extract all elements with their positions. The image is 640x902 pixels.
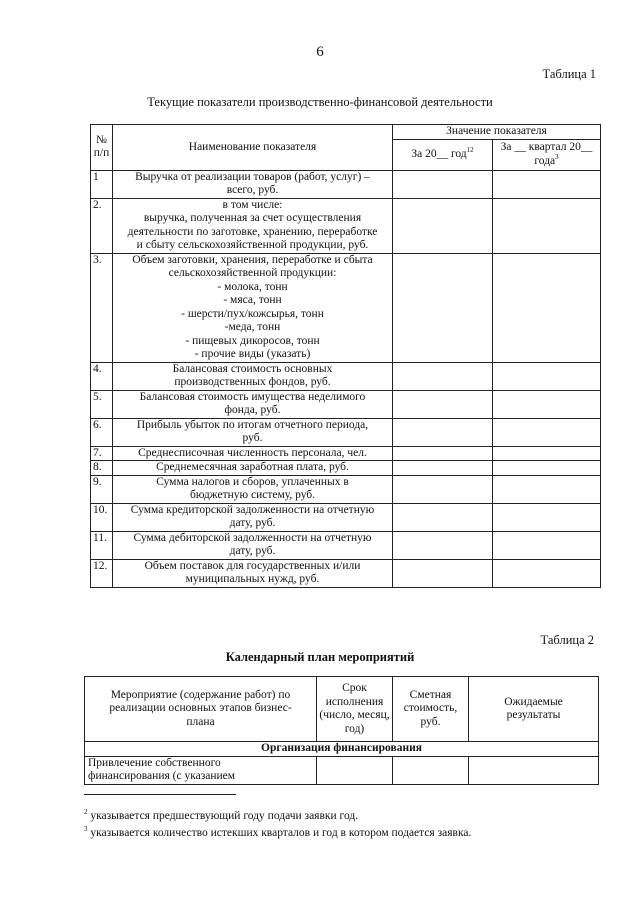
header-expected-results — [469, 677, 599, 742]
results-cell — [469, 756, 599, 784]
indicator-line: Среднемесячная заработная плата, руб. — [156, 461, 349, 473]
table-1-title: Текущие показатели производственно-финансовой деятельности — [147, 95, 493, 109]
value-quarter-cell[interactable] — [493, 475, 601, 503]
header-quarter-line: года$^3$ — [534, 152, 559, 167]
deadline-cell — [317, 756, 393, 784]
indicator-line: Прибыль убыток по итогам отчетного периода, — [136, 418, 369, 431]
indicator-name — [113, 418, 393, 446]
header-line: плана — [186, 715, 215, 728]
footnote-mark: 2 — [84, 808, 88, 817]
footnote-text: указывается предшествующий году подачи заявки год. — [87, 810, 359, 822]
value-quarter-cell[interactable] — [493, 170, 601, 198]
indicator-line: и сбыту сельскохозяйственной продукции, руб. — [136, 239, 369, 251]
row-number: 8. — [91, 461, 113, 476]
footnote-divider — [84, 794, 236, 795]
value-quarter-cell[interactable] — [493, 390, 601, 418]
indicator-line: в том числе: — [222, 198, 283, 211]
value-quarter-cell[interactable] — [493, 418, 601, 446]
value-quarter-cell[interactable] — [493, 503, 601, 531]
header-indicator-name: Наименование показателя — [113, 125, 393, 171]
indicator-name — [113, 253, 393, 362]
indicator-line: сельскохозяйственной продукции: — [168, 267, 337, 279]
indicator-name — [113, 531, 393, 559]
table-row — [91, 390, 601, 418]
table-row — [91, 170, 601, 198]
row-number: 11. — [91, 531, 113, 559]
table-row — [91, 446, 601, 461]
activity-line: финансирования (с указанием — [88, 770, 236, 782]
footnote-mark: 3 — [84, 825, 88, 834]
header-number-line: № — [96, 133, 107, 146]
footnote-text: указывается количество истекших кварталов и год в котором подается заявка. — [87, 827, 472, 839]
header-line: год) — [344, 722, 365, 735]
row-number: 10. — [91, 503, 113, 531]
indicator-line: Среднесписочная численность персонала, чел. — [138, 446, 367, 459]
table-row — [91, 362, 601, 390]
row-number: 12. — [91, 559, 113, 587]
indicator-line: муниципальных нужд, руб. — [185, 573, 320, 585]
indicator-line: Сумма налогов и сборов, уплаченных в — [156, 475, 349, 488]
indicator-line: - прочие виды (указать) — [194, 348, 311, 360]
indicator-line: дату, руб. — [229, 517, 276, 529]
header-line: Срок — [342, 682, 367, 694]
table-row — [91, 198, 601, 253]
indicator-line: -меда, тонн — [224, 321, 281, 333]
indicator-line: дату, руб. — [229, 545, 276, 557]
indicator-line: - мяса, тонн — [223, 294, 282, 306]
header-year-text: За 20__ год — [411, 147, 467, 160]
header-line: стоимость, — [403, 702, 458, 715]
indicator-line: Сумма кредиторской задолженности на отчетную — [130, 503, 375, 516]
indicator-line: Выручка от реализации товаров (работ, услуг) – — [135, 170, 370, 183]
table-row — [91, 418, 601, 446]
indicator-name — [113, 446, 393, 461]
indicator-line: Сумма дебиторской задолженности на отчетную — [133, 531, 372, 544]
header-line: (число, месяц, — [319, 709, 390, 721]
activity-cell — [85, 756, 317, 784]
indicator-name — [113, 559, 393, 587]
value-year-cell[interactable] — [393, 390, 493, 418]
page-number: 6 — [316, 44, 324, 60]
table-1-label: Таблица 1 — [542, 67, 596, 81]
indicator-name — [113, 390, 393, 418]
header-number — [91, 125, 113, 171]
section-financing: Организация финансирования — [85, 742, 599, 757]
indicator-name — [113, 362, 393, 390]
footnote-ref: 3 — [555, 152, 559, 161]
footnote-2 — [84, 827, 471, 839]
indicators-table — [90, 124, 601, 588]
indicator-line: руб. — [242, 432, 263, 444]
indicator-name — [113, 198, 393, 253]
header-line: Ожидаемые — [504, 695, 563, 708]
header-line: руб. — [420, 715, 441, 728]
indicator-line: выручка, полученная за счет осуществления — [143, 212, 362, 224]
indicator-line: - молока, тонн — [217, 280, 288, 293]
activity-line: Привлечение собственного — [88, 756, 221, 769]
value-quarter-cell[interactable] — [493, 362, 601, 390]
value-year-cell[interactable] — [393, 531, 493, 559]
indicator-name — [113, 503, 393, 531]
indicator-line: - пищевых дикоросов, тонн — [185, 334, 320, 347]
indicator-line: бюджетную систему, руб. — [189, 489, 316, 501]
header-line: реализации основных этапов бизнес- — [109, 702, 292, 715]
row-number: 7. — [91, 446, 113, 461]
header-line: исполнения — [325, 695, 384, 708]
value-year-cell[interactable] — [393, 198, 493, 253]
row-number: 4. — [91, 362, 113, 390]
header-line: результаты — [506, 709, 561, 721]
value-quarter-cell[interactable] — [493, 461, 601, 476]
value-quarter-cell[interactable] — [493, 531, 601, 559]
row-number: 5. — [91, 390, 113, 418]
indicator-line: Объем поставок для государственных и/или — [144, 559, 361, 572]
indicator-name — [113, 461, 393, 476]
table-row — [91, 503, 601, 531]
cost-cell — [393, 756, 469, 784]
indicator-line: деятельности по заготовке, хранению, переработке — [127, 225, 378, 238]
table-row — [91, 461, 601, 476]
value-year-cell[interactable] — [393, 253, 493, 362]
header-quarter-line: За __ квартал 20__ — [500, 141, 593, 153]
value-year-cell[interactable] — [393, 559, 493, 587]
indicator-line: фонда, руб. — [224, 404, 281, 416]
header-activity — [85, 677, 317, 742]
value-year-cell[interactable] — [393, 446, 493, 461]
header-indicator-value: Значение показателя — [393, 125, 601, 140]
header-quarter — [493, 139, 601, 170]
value-year-cell[interactable] — [393, 503, 493, 531]
value-quarter-cell[interactable] — [493, 559, 601, 587]
indicator-name — [113, 170, 393, 198]
table-2-title: Календарный план мероприятий — [225, 650, 415, 664]
table-row — [91, 253, 601, 362]
footnote-1 — [84, 810, 358, 822]
value-year-cell[interactable] — [393, 362, 493, 390]
header-cost — [393, 677, 469, 742]
header-line: Мероприятие (содержание работ) по — [110, 688, 291, 701]
header-number-line: п/п — [93, 147, 110, 160]
calendar-plan-table — [84, 676, 599, 785]
indicator-line: всего, руб. — [226, 184, 279, 196]
indicator-line: - шерсти/пух/кожсырья, тонн — [181, 307, 324, 320]
indicator-line: Объем заготовки, хранения, переработке и сбыта — [132, 253, 373, 266]
table-row — [91, 531, 601, 559]
header-line: Сметная — [409, 688, 452, 701]
row-number: 2. — [91, 198, 113, 253]
value-quarter-cell[interactable] — [493, 446, 601, 461]
value-quarter-cell[interactable] — [493, 198, 601, 253]
value-year-cell[interactable] — [393, 475, 493, 503]
footnote-ref: 12 — [466, 145, 474, 154]
indicator-line: производственных фондов, руб. — [174, 376, 331, 388]
row-number: 9. — [91, 475, 113, 503]
indicator-name — [113, 475, 393, 503]
indicator-line: Балансовая стоимость имущества неделимого — [139, 390, 366, 403]
value-year-cell[interactable] — [393, 461, 493, 476]
table-row — [91, 475, 601, 503]
header-year — [393, 139, 493, 170]
table-2-label: Таблица 2 — [540, 633, 594, 647]
value-year-cell[interactable] — [393, 170, 493, 198]
header-deadline — [317, 677, 393, 742]
row-number: 1 — [91, 170, 113, 198]
indicator-line: Балансовая стоимость основных — [172, 362, 333, 375]
row-number: 3. — [91, 253, 113, 362]
value-year-cell[interactable] — [393, 418, 493, 446]
value-quarter-cell[interactable] — [493, 253, 601, 362]
table-row — [91, 559, 601, 587]
row-number: 6. — [91, 418, 113, 446]
